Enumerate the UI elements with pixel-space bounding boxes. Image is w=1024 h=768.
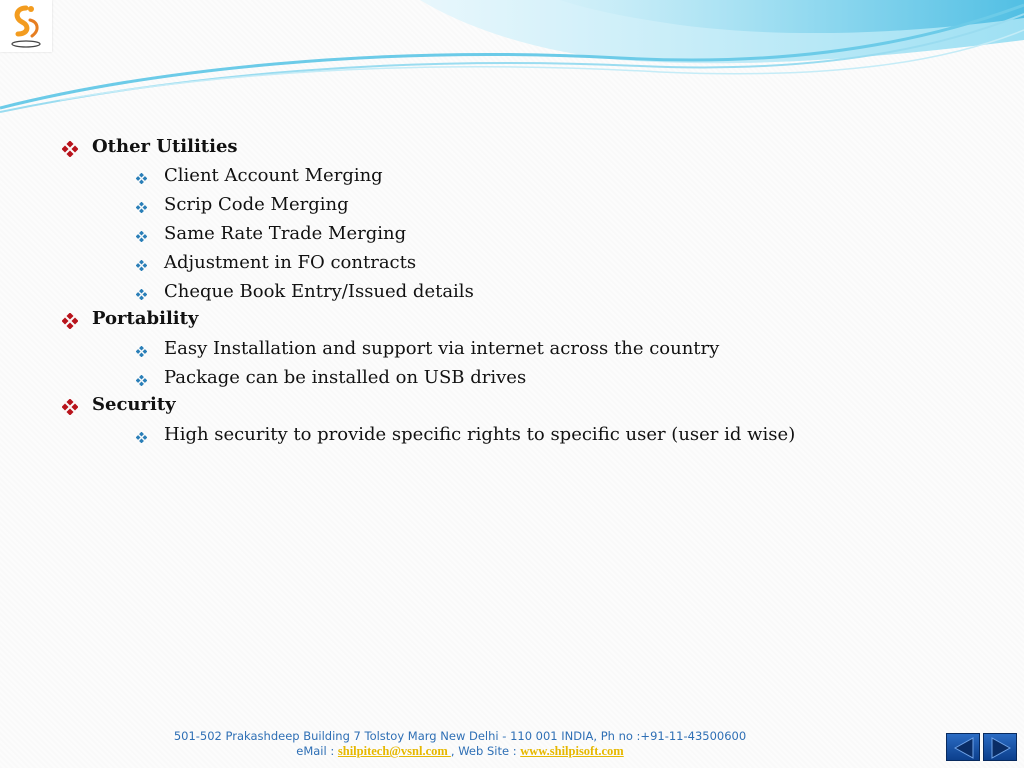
diamond-bullet-small-icon: [136, 375, 147, 386]
list-item: Scrip Code Merging: [164, 194, 349, 215]
list-item: Package can be installed on USB drives: [164, 367, 527, 388]
list-item: Same Rate Trade Merging: [164, 223, 407, 244]
header-swoosh-decoration: [0, 0, 1024, 120]
list-item: Cheque Book Entry/Issued details: [164, 281, 474, 302]
previous-arrow-icon: [947, 734, 981, 762]
section-heading: Security: [92, 394, 176, 415]
footer-contact-line: [110, 744, 810, 759]
diamond-bullet-small-icon: [136, 289, 147, 300]
next-slide-button[interactable]: [983, 733, 1017, 761]
footer-address: 501-502 Prakashdeep Building 7 Tolstoy Marg New Delhi - 110 001 INDIA, Ph no :+91-11-43500600: [173, 729, 747, 743]
list-item: High security to provide specific rights to specific user (user id wise): [164, 424, 796, 445]
company-logo-icon: [0, 0, 52, 52]
diamond-bullet-icon: [62, 399, 78, 415]
email-link[interactable]: shilpitech@vsnl.com: [337, 744, 451, 758]
footer: [110, 729, 810, 759]
diamond-bullet-small-icon: [136, 432, 147, 443]
list-item: Client Account Merging: [164, 165, 383, 186]
diamond-bullet-small-icon: [136, 346, 147, 357]
diamond-bullet-small-icon: [136, 173, 147, 184]
next-arrow-icon: [984, 734, 1018, 762]
section-heading: Other Utilities: [92, 136, 238, 157]
section-heading: Portability: [92, 308, 199, 329]
website-link[interactable]: www.shilpisoft.com: [520, 744, 624, 758]
list-item: Adjustment in FO contracts: [164, 252, 417, 273]
website-label: , Web Site :: [450, 744, 521, 758]
company-logo: [0, 0, 52, 52]
diamond-bullet-small-icon: [136, 202, 147, 213]
list-item: Easy Installation and support via internet across the country: [164, 338, 720, 359]
email-label: eMail :: [296, 744, 338, 758]
diamond-bullet-icon: [62, 141, 78, 157]
diamond-bullet-small-icon: [136, 231, 147, 242]
slide-navigation: [946, 733, 1018, 761]
diamond-bullet-icon: [62, 313, 78, 329]
previous-slide-button[interactable]: [946, 733, 980, 761]
diamond-bullet-small-icon: [136, 260, 147, 271]
